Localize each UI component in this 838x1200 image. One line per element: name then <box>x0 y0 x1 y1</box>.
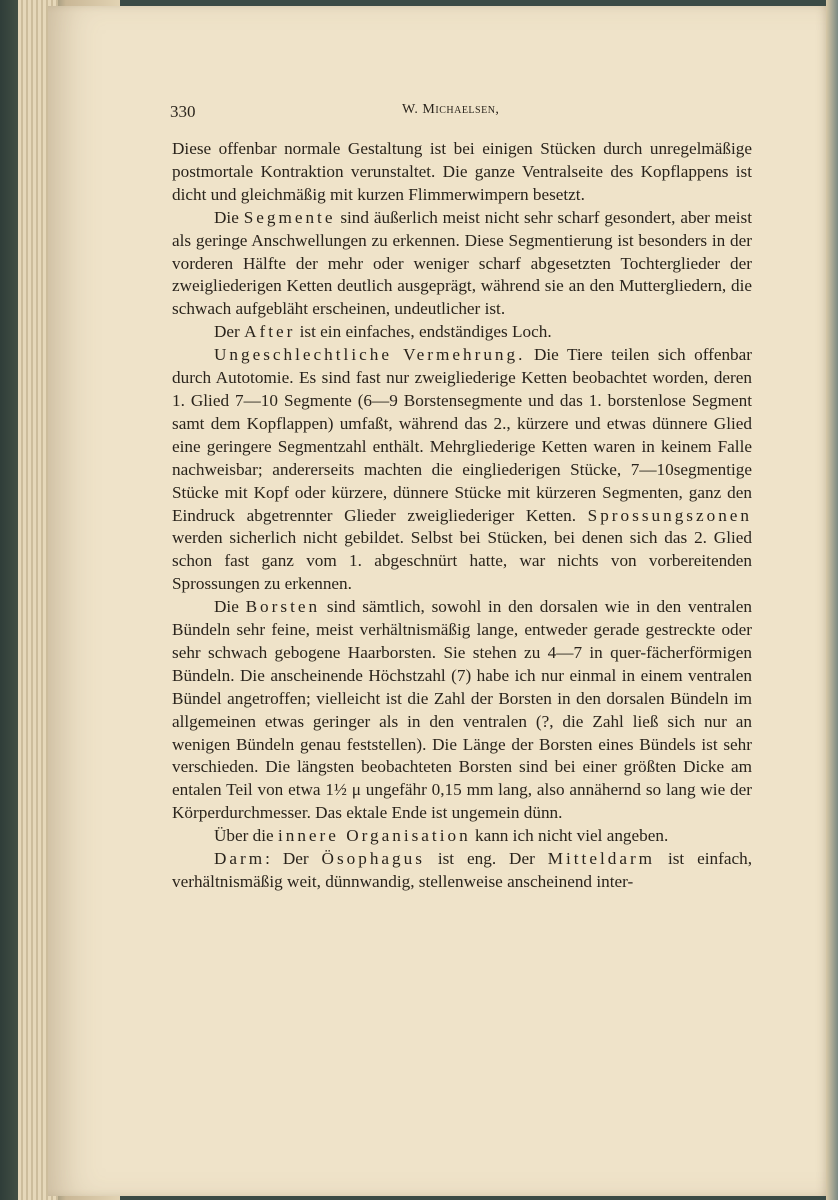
spaced-term: Sprossungszonen <box>587 505 753 525</box>
paragraph-text: Diese offenbar normale Gestaltung ist bei einigen Stücken durch unregelmäßige postmortale Kontraktion verunstaltet. Die ganze Ventralseite des Kopflappens ist dicht und gleichmäßig mit kurzen Flimmerwimpern besetzt. <box>172 139 752 204</box>
running-title: W. Michaelsen, <box>402 102 500 117</box>
paragraph-4 <box>172 344 752 596</box>
spaced-term: innere Organisation <box>277 826 471 846</box>
body-text <box>172 138 752 894</box>
page-header <box>170 100 750 124</box>
paragraph-7 <box>172 848 752 894</box>
paragraph-text: ist einfach, verhältnismäßig weit, dünnwandig, stellenweise anscheinend inter- <box>172 849 752 891</box>
paragraph-3 <box>172 321 752 344</box>
paragraph-text: sind äußerlich meist nicht sehr scharf gesondert, aber meist als geringe Anschwellungen zu erkennen. Diese Segmentierung ist besonders in der vorderen Hälfte der mehr oder weniger scharf abgesetzten Tochterglieder der zweigliederigen Ketten deutlich ausgeprägt, während sie an den Muttergliedern, die schwach aufgebläht erscheinen, undeutlicher ist. <box>172 207 752 319</box>
paragraph-text: Die <box>214 597 246 617</box>
spaced-term: Mitteldarm <box>547 849 656 869</box>
paragraph-text: ist ein einfaches, endständiges Loch. <box>295 322 552 342</box>
paragraph-1 <box>172 138 752 207</box>
spaced-term: After <box>244 322 296 342</box>
paragraph-5 <box>172 596 752 825</box>
paragraph-text: Die Tiere teilen sich offenbar durch Autotomie. Es sind fast nur zweigliederige Ketten beobachtet worden, deren 1. Glied 7—10 Segmente (6—9 Borstensegmente und das 1. borstenlose Segment samt dem Kopflappen) umfaßt, während das 2., kürzere und etwas dünnere Glied eine geringere Segmentzahl enthält. Mehrgliederige Ketten waren in keinem Falle nachweisbar; andererseits machten die eingliederigen Stücke, 7—10segmentige Stücke mit Kopf oder kürzere, dünnere Stücke mit kürzeren Segmenten, ganz den Eindruck abgetrennter Glieder zweigliederiger Ketten. <box>172 345 752 525</box>
spaced-term: Ösophagus <box>321 849 425 869</box>
page-number: 330 <box>170 102 196 121</box>
paragraph-text: Der <box>214 322 245 342</box>
paragraph-text: werden sicherlich nicht gebildet. Selbst bei Stücken, bei denen sich das 2. Glied schon fast ganz vom 1. abgeschnürt hatte, war nichts von vorbereitenden Sprossungen zu erkennen. <box>172 528 752 594</box>
spaced-term: Ungeschlechtliche Vermehrung. <box>214 345 526 365</box>
right-page-edge <box>826 0 838 1200</box>
paragraph-text: ist eng. Der <box>424 849 548 869</box>
paragraph-text: sind sämtlich, sowohl in den dorsalen wie in den ventralen Bündeln sehr feine, meist verhältnismäßig lange, entweder gerade gestreckte oder sehr schwach gebogene Haarborsten. Sie stehen zu 4—7 in quer-fächerförmigen Bündeln. Die anscheinende Höchstzahl (7) habe ich nur einmal in einem ventralen Bündel angetroffen; vielleicht ist die Zahl der Borsten in den dorsalen Bündeln im allgemeinen etwas geringer als in den ventralen (?, die Zahl ließ sich nur an wenigen Bündeln genau feststellen). Die Länge der Borsten eines Bündels ist sehr verschieden. Die längsten beobachteten Borsten sind bei einer größten Dicke am entalen Teil von etwa 1½ μ ungefähr 0,15 mm lang, also annähernd so lang wie der Körperdurchmesser. Das ektale Ende ist ungemein dünn. <box>172 597 752 823</box>
paragraph-text: kann ich nicht viel angeben. <box>470 826 669 846</box>
paragraph-text: : Der <box>265 849 322 869</box>
paragraph-text: Die <box>214 207 244 227</box>
paragraph-2 <box>172 207 752 322</box>
spaced-term: Segmente <box>243 207 336 227</box>
paragraph-text: Über die <box>214 826 278 846</box>
spaced-term: Borsten <box>245 597 321 617</box>
spaced-term: Darm <box>214 849 266 869</box>
paragraph-6 <box>172 825 752 848</box>
